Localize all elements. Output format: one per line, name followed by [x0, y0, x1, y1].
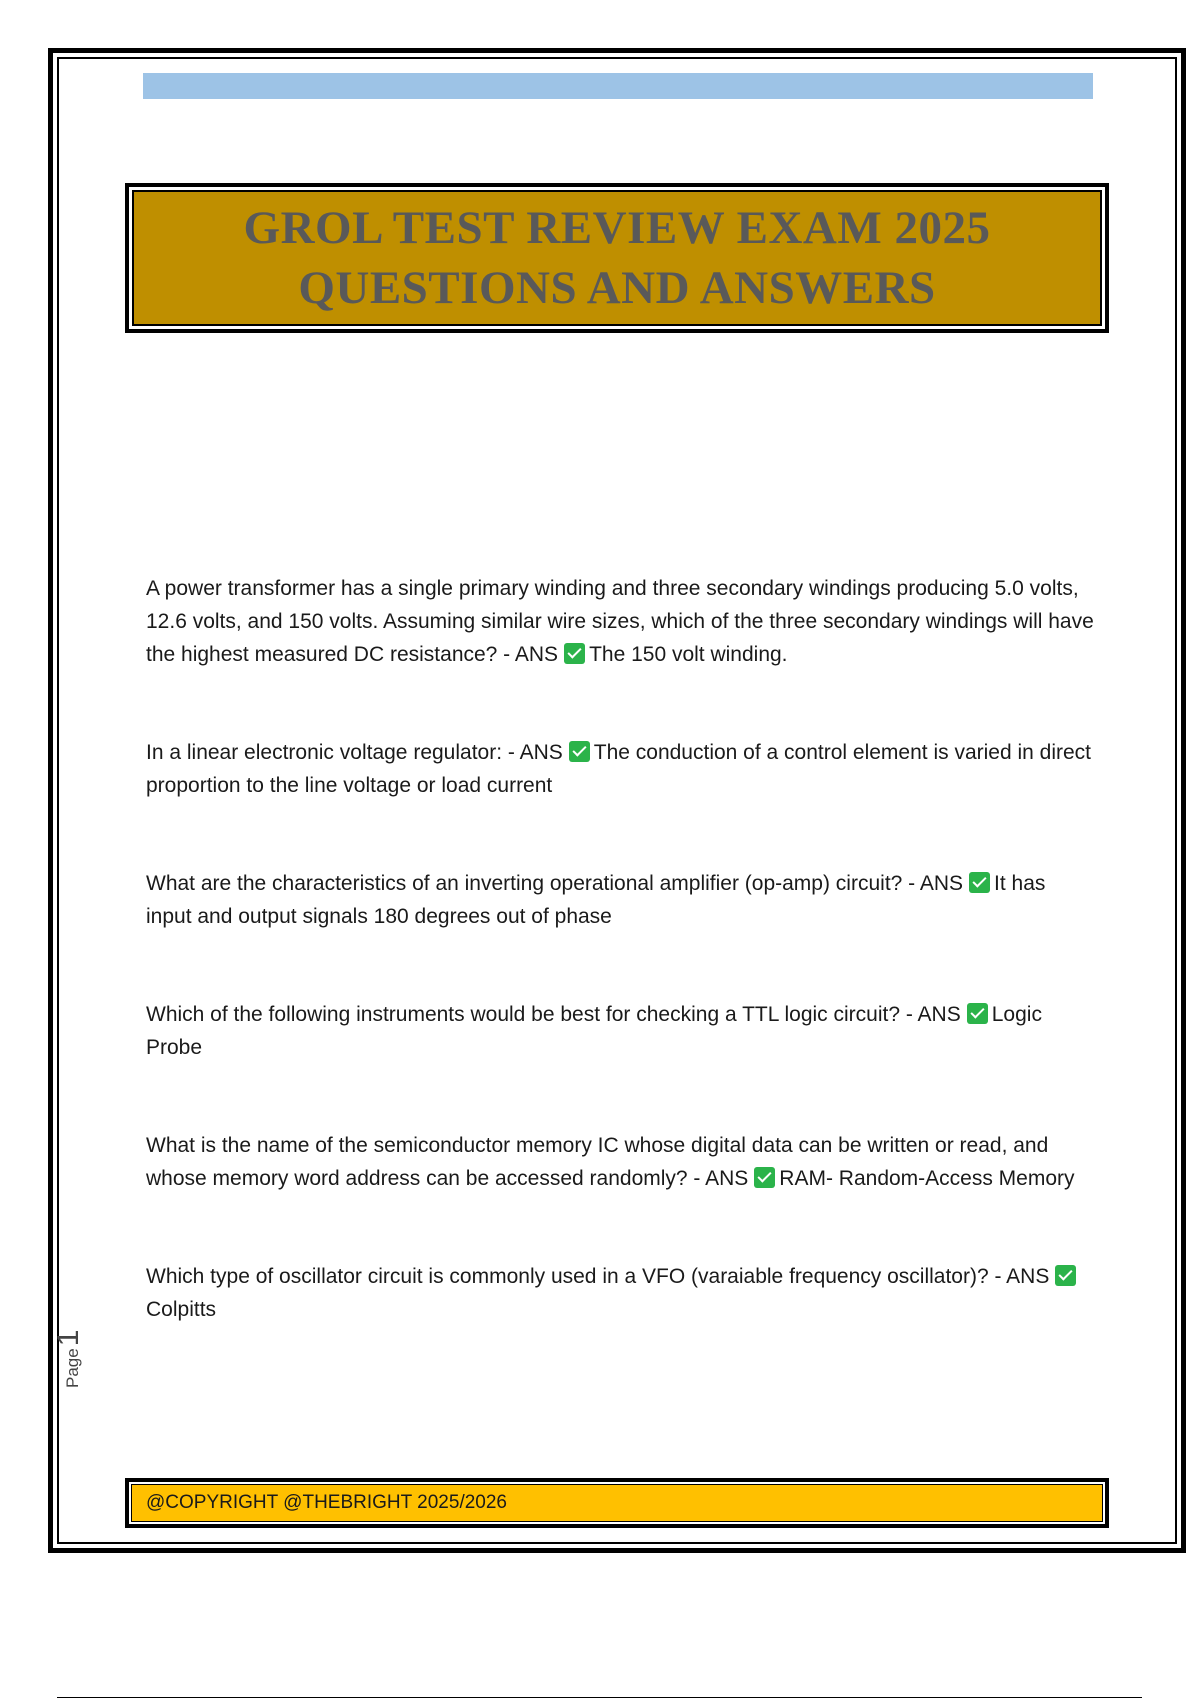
qa-list	[146, 572, 1096, 1326]
footer-banner	[125, 1478, 1109, 1528]
qa-item-3	[146, 867, 1096, 933]
title-banner-inner	[132, 190, 1102, 326]
qa-item-4	[146, 998, 1096, 1064]
question-text: Which of the following instruments would be best for checking a TTL logic circuit? -	[146, 1003, 913, 1026]
answer-text: Colpitts	[146, 1298, 217, 1321]
qa-item-5	[146, 1129, 1096, 1195]
top-accent-bar	[143, 73, 1093, 99]
checkmark-icon	[564, 643, 585, 664]
answer-text: It has input and output signals 180 degrees out of phase	[146, 872, 1046, 928]
answer-text: The conduction of a control element is varied in direct proportion to the line voltage or load current	[146, 741, 1092, 797]
checkmark-icon	[569, 741, 590, 762]
answer-marker: ANS	[514, 643, 559, 666]
qa-item-6	[146, 1260, 1096, 1326]
answer-marker: ANS	[519, 741, 563, 764]
answer-marker: ANS	[919, 872, 964, 895]
qa-item-1	[146, 572, 1096, 671]
answer-marker: ANS	[917, 1003, 961, 1026]
title-line-2: QUESTIONS AND ANSWERS	[298, 262, 936, 314]
answer-marker: ANS	[705, 1167, 749, 1190]
footer-copyright: @COPYRIGHT @THEBRIGHT 2025/2026	[131, 1484, 1103, 1522]
answer-text: The 150 volt winding.	[589, 643, 788, 666]
answer-text: RAM- Random-Access Memory	[779, 1167, 1075, 1190]
checkmark-icon	[1055, 1265, 1076, 1286]
checkmark-icon	[754, 1167, 775, 1188]
answer-text: Logic Probe	[146, 1003, 1042, 1059]
title-line-1: GROL TEST REVIEW EXAM 2025	[243, 202, 991, 254]
page-number-label	[52, 1278, 92, 1388]
checkmark-icon	[967, 1003, 988, 1024]
page-word: Page	[63, 1348, 82, 1388]
bottom-rule	[57, 1697, 1142, 1698]
question-text: A power transformer has a single primary winding and three secondary windings producing 5.0 volts, 12.6 volts, and 150 volts. Assuming similar wire sizes, which of the three secondary windings will have the highest measured DC resistance? -	[146, 577, 1094, 666]
checkmark-icon	[969, 872, 990, 893]
question-text: What is the name of the semiconductor memory IC whose digital data can be written or read, and whose memory word address can be accessed randomly? -	[146, 1134, 1049, 1190]
question-text: Which type of oscillator circuit is commonly used in a VFO (varaiable frequency oscillator)? -	[146, 1265, 1002, 1288]
answer-marker: ANS	[1006, 1265, 1050, 1288]
question-text: What are the characteristics of an inverting operational amplifier (op-amp) circuit? -	[146, 872, 916, 895]
page-number: 1	[52, 1329, 85, 1347]
qa-item-2	[146, 736, 1096, 802]
title-banner	[125, 183, 1109, 333]
question-text: In a linear electronic voltage regulator: -	[146, 741, 515, 764]
